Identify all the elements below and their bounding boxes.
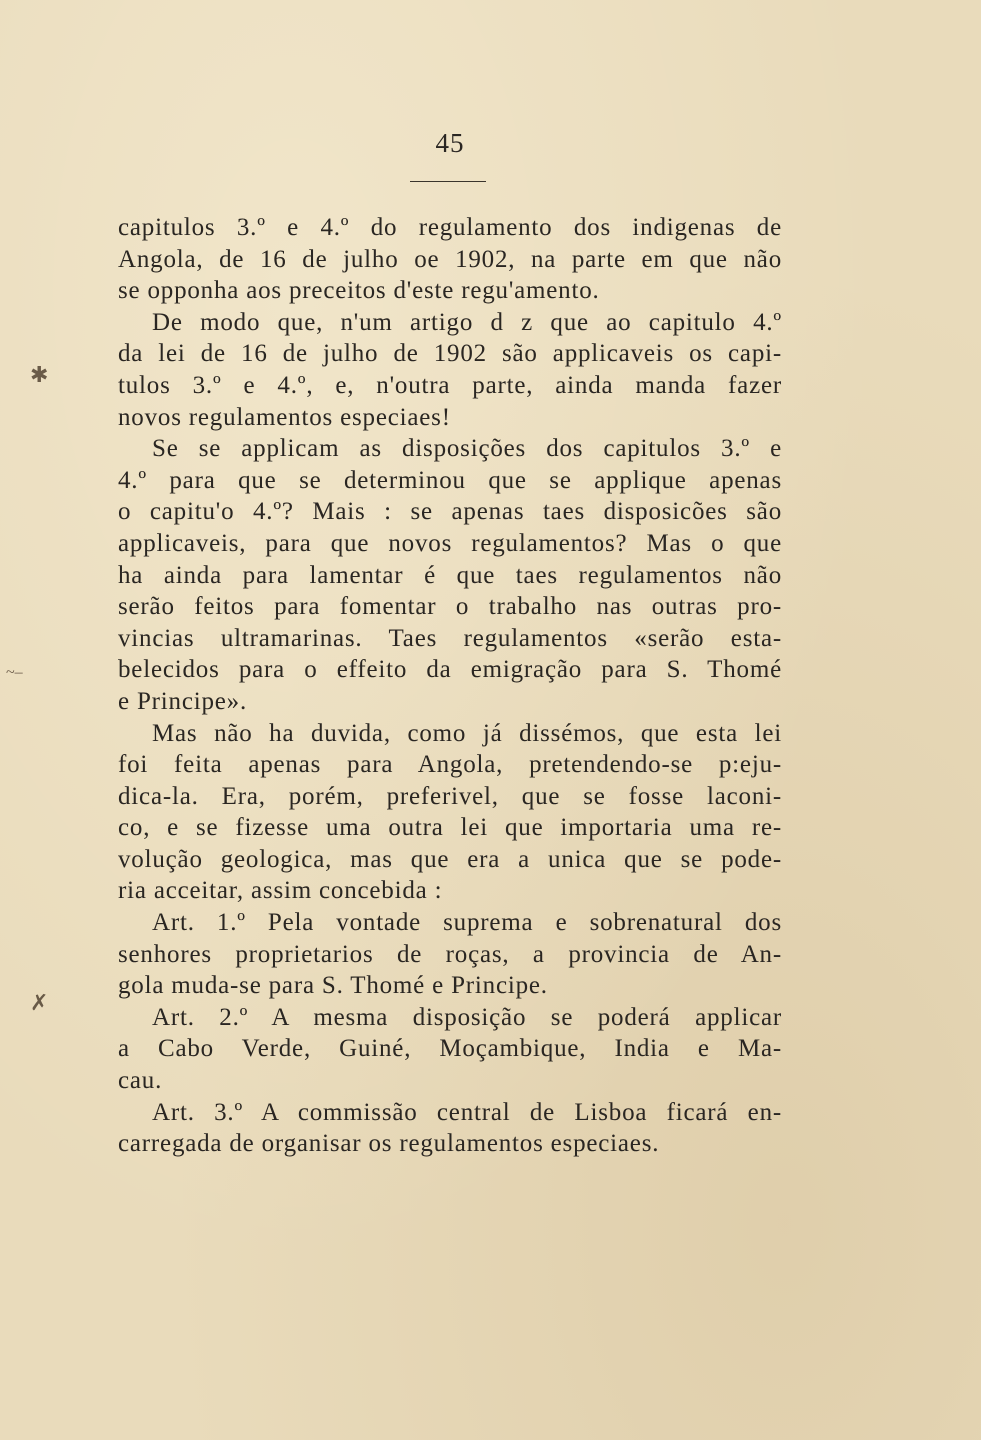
text-line: ria acceitar, assim concebida : (118, 877, 443, 905)
text-line: capitulos 3.º e 4.º do regulamento dos indigenas de (118, 214, 782, 241)
text-line: volução geologica, mas que era a unica que se pode- (118, 845, 782, 873)
text-line: serão feitos para fomentar o trabalho nas outras pro- (118, 593, 782, 621)
text-line: co, e se fizesse uma outra lei que importaria uma re- (118, 814, 782, 842)
text-line: a Cabo Verde, Guiné, Moçambique, India e Ma- (118, 1035, 782, 1063)
text-line: 4.º para que se determinou que se applique apenas (118, 466, 782, 494)
text-line: o capitu'o 4.º? Mais : se apenas taes disposicões são (118, 498, 782, 526)
text-line: tulos 3.º e 4.º, e, n'outra parte, ainda manda fazer (118, 371, 782, 399)
margin-blot-mark: ✱ (30, 362, 49, 387)
text-line: Angola, de 16 de julho oe 1902, na parte em que não (118, 245, 782, 273)
text-line: dica-la. Era, porém, preferivel, que se fosse laconi- (118, 782, 782, 810)
page-number: 45 (435, 128, 465, 158)
text-line: cau. (118, 1067, 163, 1095)
margin-blot-mark: ✗ (30, 990, 49, 1015)
text-line: Art. 3.º A commissão central de Lisboa ficará en- (152, 1098, 782, 1126)
text-line: se opponha aos preceitos d'este regu'amento. (118, 277, 600, 305)
text-line: ha ainda para lamentar é que taes regulamentos não (118, 561, 782, 589)
text-line: da lei de 16 de julho de 1902 são applicaveis os capi- (118, 340, 782, 368)
text-line: novos regulamentos especiaes! (118, 403, 451, 431)
text-line: Se se applicam as disposições dos capitulos 3.º e (152, 435, 782, 463)
text-line: gola muda-se para S. Thomé e Principe. (118, 972, 548, 1000)
margin-dash-mark: ~– (6, 664, 23, 681)
text-line: foi feita apenas para Angola, pretendendo-se p:eju- (118, 751, 782, 779)
text-line: applicaveis, para que novos regulamentos? Mas o que (118, 529, 782, 557)
text-line: Art. 1.º Pela vontade suprema e sobrenatural dos (152, 909, 782, 937)
text-line: Mas não ha duvida, como já dissémos, que esta lei (152, 719, 782, 747)
text-line: Art. 2.º A mesma disposição se poderá applicar (152, 1003, 782, 1031)
header-rule (410, 181, 486, 182)
text-line: carregada de organisar os regulamentos especiaes. (118, 1130, 660, 1158)
text-line: belecidos para o effeito da emigração para S. Thomé (118, 656, 782, 684)
text-line: vincias ultramarinas. Taes regulamentos «serão esta- (118, 624, 782, 652)
text-line: senhores proprietarios de roças, a provincia de An- (118, 940, 782, 968)
text-line: De modo que, n'um artigo d z que ao capitulo 4.º (152, 308, 782, 336)
text-line: e Principe». (118, 687, 248, 715)
body-text (118, 212, 782, 1160)
